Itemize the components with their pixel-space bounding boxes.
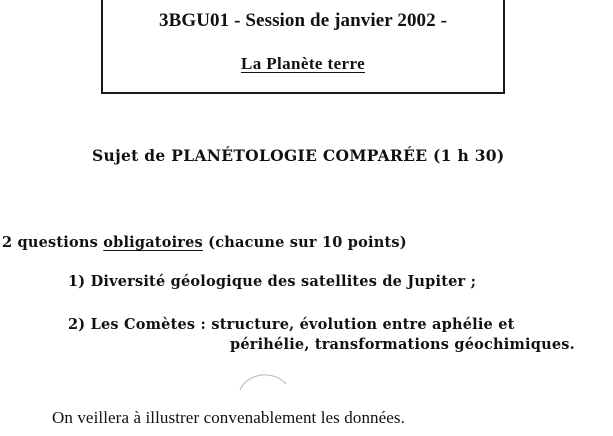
course-title: La Planète terre [240, 54, 366, 73]
question-2-line-2: périhélie, transformations géochimiques. [230, 336, 575, 353]
question-1: 1) Diversité géologique des satellites de Jupiter ; [68, 273, 477, 290]
questions-intro [2, 234, 407, 251]
question-2-line-1: 2) Les Comètes : structure, évolution entre aphélie et [68, 316, 515, 333]
exam-session-title: 3BGU01 - Session de janvier 2002 - [158, 10, 448, 31]
questions-intro-mandatory: obligatoires [103, 234, 203, 251]
questions-intro-suffix: (chacune sur 10 points) [202, 234, 407, 251]
subject-heading: Sujet de PLANÉTOLOGIE COMPARÉE (1 h 30) [92, 146, 505, 165]
exam-header-box [101, 0, 505, 94]
pencil-stroke-mark [234, 370, 294, 396]
questions-intro-prefix: 2 questions [2, 234, 104, 251]
footer-instruction: On veillera à illustrer convenablement les données. [52, 408, 406, 427]
